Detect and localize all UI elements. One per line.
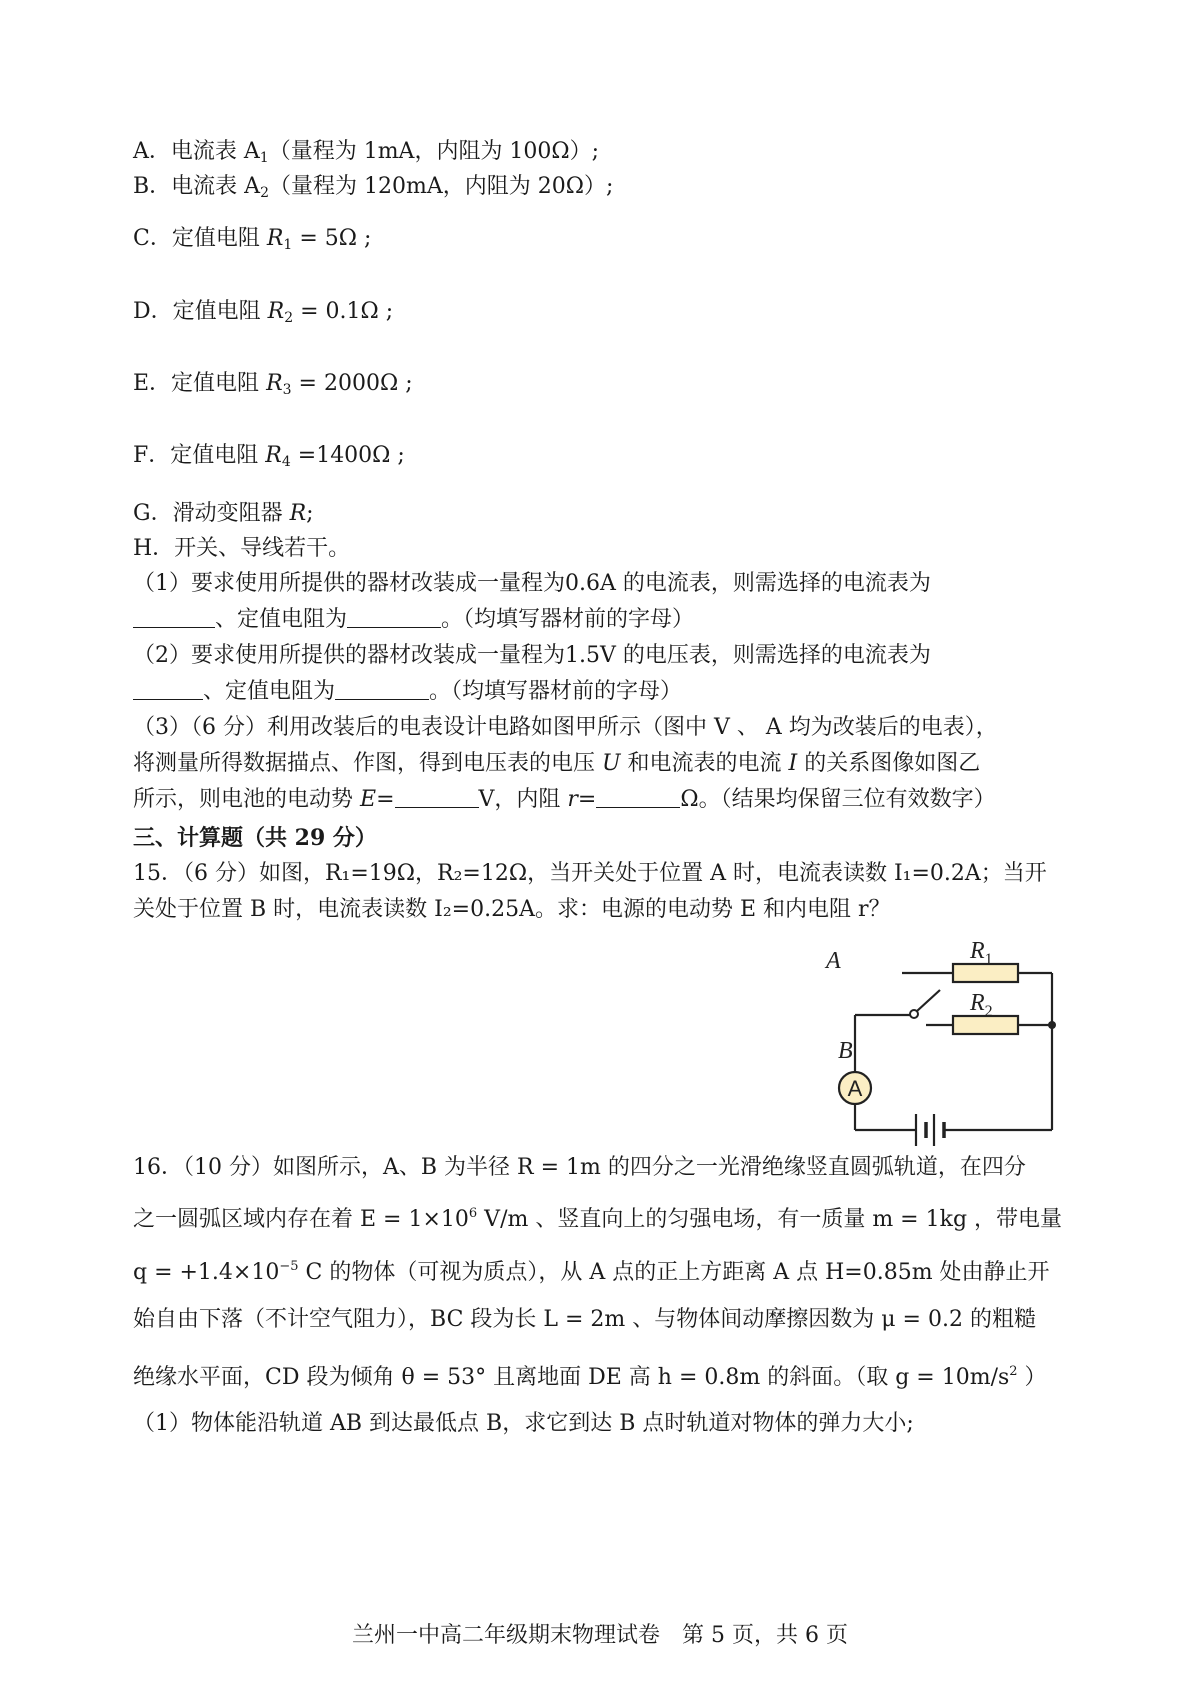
question-text: 。（均填写器材前的字母） — [429, 679, 683, 704]
question-text: 和电流表的电流 — [620, 751, 789, 776]
question-text: = — [577, 787, 597, 812]
problem-16-line2 — [133, 1199, 1062, 1235]
question-text: （1）要求使用所提供的器材改装成一量程为0.6A 的电流表，则需选择的电流表为 — [133, 571, 931, 596]
option-text: = 0.1Ω ; — [293, 299, 394, 324]
answer-blank[interactable] — [335, 677, 429, 700]
question-text: 、定值电阻为 — [203, 679, 336, 704]
option-label: C．定值电阻 — [133, 226, 267, 251]
option-f — [133, 441, 405, 477]
problem-15-line2: 关处于位置 B 时，电流表读数 I₂=0.25A。求：电源的电动势 E 和内电阻 r？ — [133, 897, 891, 922]
question-3-line3 — [133, 785, 996, 815]
problem-text: ） — [1017, 1365, 1047, 1390]
option-symbol: R — [266, 226, 284, 251]
problem-16-line1: 16．（10 分）如图所示，A、B 为半径 R = 1m 的四分之一光滑绝缘竖直圆弧轨道，在四分 — [133, 1155, 1026, 1180]
option-symbol: R — [267, 299, 285, 324]
superscript: 6 — [468, 1206, 478, 1221]
section-heading: 三、计算题（共 29 分） — [133, 825, 377, 851]
question-text: 。（均填写器材前的字母） — [441, 607, 695, 632]
option-symbol: R — [289, 501, 307, 526]
question-text: 的关系图像如图乙 — [797, 751, 981, 776]
option-label: H．开关、导线若干。 — [133, 536, 351, 561]
variable: U — [602, 751, 621, 776]
option-text: ; — [306, 501, 314, 526]
option-text: （量程为 1mA，内阻为 100Ω）; — [268, 139, 600, 164]
problem-text: C 的物体（可视为质点），从 A 点的正上方距离 A 点 H=0.85m 处由静止开 — [298, 1260, 1050, 1285]
option-text: = 2000Ω ; — [291, 371, 413, 396]
superscript: 2 — [1009, 1364, 1018, 1379]
option-text: （量程为 120mA，内阻为 20Ω）; — [268, 174, 614, 199]
question-2-line1 — [133, 641, 931, 671]
question-text: 所示，则电池的电动势 — [133, 787, 360, 812]
question-text: V，内阻 — [478, 787, 568, 812]
option-text: =1400Ω ; — [290, 443, 405, 468]
problem-text: q = +1.4×10 — [133, 1260, 280, 1285]
option-sub: 2 — [284, 310, 294, 326]
option-sub: 3 — [282, 382, 292, 398]
variable: E — [360, 787, 377, 812]
switch-position-a-label: A — [826, 948, 841, 974]
option-sub: 1 — [283, 237, 293, 253]
r1-label: $R_1$ — [970, 938, 993, 968]
option-d — [133, 297, 393, 333]
option-sub: 4 — [281, 454, 291, 470]
option-symbol: R — [266, 371, 283, 396]
answer-blank[interactable] — [133, 605, 215, 628]
page-footer: 兰州一中高二年级期末物理试卷 第 5 页，共 6 页 — [352, 1623, 848, 1648]
question-text: Ω。（结果均保留三位有效数字） — [680, 787, 996, 812]
superscript: −5 — [279, 1259, 299, 1274]
question-2-line2 — [133, 677, 682, 707]
problem-16-line4: 始自由下落（不计空气阻力），BC 段为长 L = 2m 、与物体间动摩擦因数为 μ = 0.2 的粗糙 — [133, 1307, 1036, 1332]
option-symbol: R — [265, 443, 282, 468]
option-a — [133, 137, 599, 173]
problem-text: V/m 、竖直向上的匀强电场，有一质量 m = 1kg ，带电量 — [477, 1207, 1063, 1232]
question-text: 将测量所得数据描点、作图，得到电压表的电压 — [133, 751, 602, 776]
question-1-line1 — [133, 569, 931, 599]
question-text: = — [376, 787, 395, 812]
question-text: （3）（6 分）利用改装后的电表设计电路如图甲所示（图中 V 、 A 均为改装后的电表）， — [133, 715, 998, 740]
answer-blank[interactable] — [133, 677, 203, 700]
problem-16-line3 — [133, 1252, 1050, 1288]
option-label: B．电流表 A — [133, 174, 261, 199]
option-label: F．定值电阻 — [133, 443, 266, 468]
problem-text: 之一圆弧区域内存在着 E = 1×10 — [133, 1207, 469, 1232]
option-b — [133, 172, 613, 208]
answer-blank[interactable] — [347, 605, 441, 628]
junction-dot — [1048, 1021, 1056, 1029]
option-sub: 1 — [259, 150, 269, 166]
problem-16-sub1: （1）物体能沿轨道 AB 到达最低点 B，求它到达 B 点时轨道对物体的弹力大小; — [133, 1411, 914, 1436]
problem-16-line5 — [133, 1357, 1047, 1393]
answer-blank[interactable] — [395, 785, 479, 808]
question-text: （2）要求使用所提供的器材改装成一量程为1.5V 的电压表，则需选择的电流表为 — [133, 643, 931, 668]
question-text: 、定值电阻为 — [215, 607, 348, 632]
option-h — [133, 534, 350, 564]
variable: r — [567, 787, 578, 812]
option-sub: 2 — [260, 185, 269, 201]
circuit-diagram — [820, 928, 1080, 1158]
option-c — [133, 224, 371, 260]
option-label: D．定值电阻 — [133, 299, 268, 324]
option-label: G．滑动变阻器 — [133, 501, 290, 526]
variable: I — [788, 751, 798, 776]
answer-blank[interactable] — [596, 785, 680, 808]
ammeter-label: A — [847, 1076, 863, 1101]
option-text: = 5Ω ; — [292, 226, 372, 251]
r2-label: $R_2$ — [970, 990, 993, 1020]
question-1-line2 — [133, 605, 694, 635]
question-3-line2 — [133, 749, 980, 779]
problem-text: 绝缘水平面，CD 段为倾角 θ = 53° 且离地面 DE 高 h = 0.8m 的斜面。（取 g = 10m/s — [133, 1365, 1010, 1390]
switch-pivot — [910, 1010, 918, 1018]
option-label: E．定值电阻 — [133, 371, 267, 396]
question-3-line1 — [133, 713, 998, 743]
option-g — [133, 499, 314, 529]
switch-position-b-label: B — [838, 1038, 853, 1064]
option-e — [133, 369, 413, 405]
option-label: A．电流表 A — [133, 139, 260, 164]
problem-15-line1: 15．（6 分）如图，R₁=19Ω，R₂=12Ω，当开关处于位置 A 时，电流表读数 I₁=0.2A；当开 — [133, 861, 1047, 886]
